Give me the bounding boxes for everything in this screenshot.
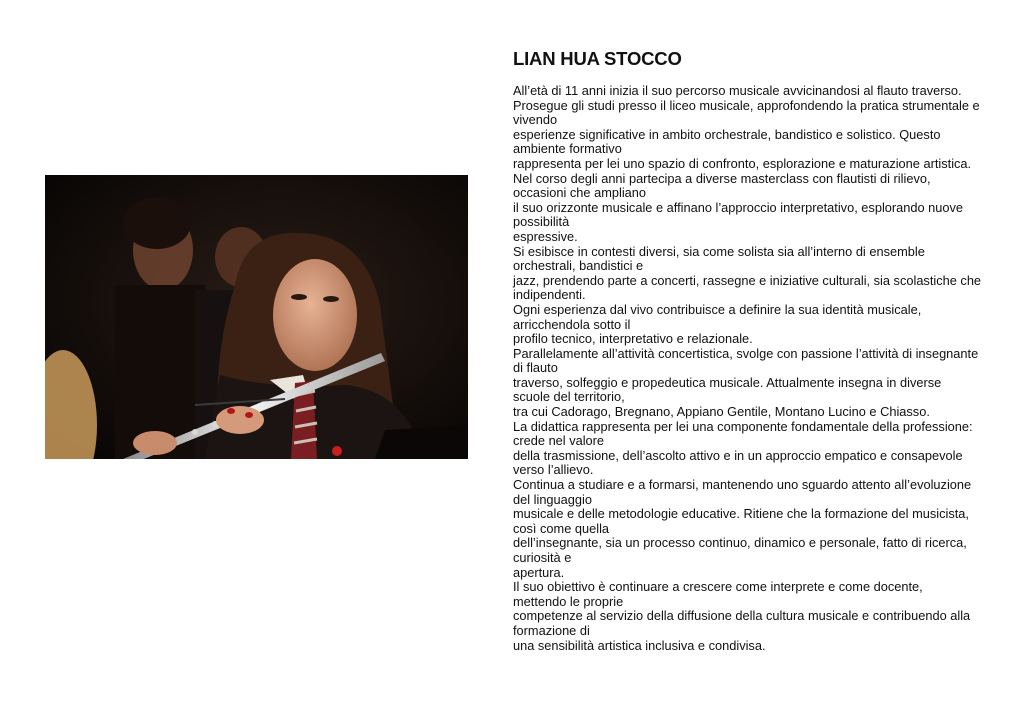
bio-line: dell’insegnante, sia un processo continuo, dinamico e personale, fatto di ricerca,: [513, 535, 967, 551]
bio-line: il suo orizzonte musicale e affinano l’approccio interpretativo, esplorando nuove: [513, 199, 964, 215]
bio-line: espressive.: [513, 228, 578, 244]
bio-line: verso l’allievo.: [513, 462, 594, 478]
bio-line: rappresenta per lei uno spazio di confronto, esplorazione e maturazione artistica.: [513, 155, 972, 171]
bio-line: di flauto: [513, 360, 558, 376]
bio-line: del linguaggio: [513, 491, 592, 507]
bio-line: Nel corso degli anni partecipa a diverse masterclass con flautisti di rilievo,: [513, 170, 931, 186]
bio-line: orchestrali, bandistici e: [513, 258, 644, 274]
bio-line: Continua a studiare e a formarsi, mantenendo uno sguardo attento all’evoluzione: [513, 477, 972, 493]
bio-line: Si esibisce in contesti diversi, sia come solista sia all’interno di ensemble: [513, 243, 925, 259]
bio-line: musicale e delle metodologie educative. Ritiene che la formazione del musicista,: [513, 506, 969, 522]
bio-line: scuole del territorio,: [513, 389, 625, 405]
bio-line: Prosegue gli studi presso il liceo musicale, approfondendo la pratica strumentale e: [513, 97, 980, 113]
bio-line: Il suo obiettivo è continuare a crescere come interprete e come docente,: [513, 579, 923, 595]
bio-line: jazz, prendendo parte a concerti, rassegne e iniziative culturali, sia scolastiche che: [513, 272, 982, 288]
bio-line: mettendo le proprie: [513, 593, 624, 609]
bio-line: competenze al servizio della diffusione della cultura musicale e contribuendo alla: [513, 608, 971, 624]
bio-line: possibilità: [513, 214, 570, 230]
bio-line: vivendo: [513, 112, 558, 128]
bio-line: occasioni che ampliano: [513, 185, 647, 201]
bio-line: profilo tecnico, interpretativo e relazionale.: [513, 331, 753, 347]
biography: [513, 48, 1013, 653]
bio-line: esperienze significative in ambito orchestrale, bandistico e solistico. Questo: [513, 126, 941, 142]
bio-line: formazione di: [513, 622, 590, 638]
bio-line: indipendenti.: [513, 287, 586, 303]
bio-line: La didattica rappresenta per lei una componente fondamentale della professione:: [513, 418, 973, 434]
page-title: LIAN HUA STOCCO: [513, 48, 682, 69]
bio-line: della trasmissione, dell’ascolto attivo e in un approccio empatico e consapevole: [513, 447, 963, 463]
bio-line: crede nel valore: [513, 433, 605, 449]
bio-line: traverso, solfeggio e propedeutica musicale. Attualmente insegna in diverse: [513, 374, 942, 390]
bio-line: così come quella: [513, 520, 610, 536]
bio-line: tra cui Cadorago, Bregnano, Appiano Gentile, Montano Lucino e Chiasso.: [513, 404, 930, 420]
bio-line: All’età di 11 anni inizia il suo percorso musicale avvicinandosi al flauto traverso.: [513, 83, 962, 98]
bio-line: arricchendola sotto il: [513, 316, 631, 332]
bio-line: ambiente formativo: [513, 141, 622, 157]
bio-line: apertura.: [513, 564, 565, 580]
bio-line: una sensibilità artistica inclusiva e condivisa.: [513, 637, 766, 653]
flutist-photo-illustration: [45, 175, 468, 459]
bio-line: curiosità e: [513, 550, 572, 565]
flutist-photo: [45, 175, 468, 459]
bio-text: [513, 84, 1013, 653]
bio-line: Parallelamente all’attività concertistica, svolge con passione l’attività di insegnante: [513, 345, 979, 361]
bio-line: Ogni esperienza dal vivo contribuisce a definire la sua identità musicale,: [513, 301, 922, 317]
